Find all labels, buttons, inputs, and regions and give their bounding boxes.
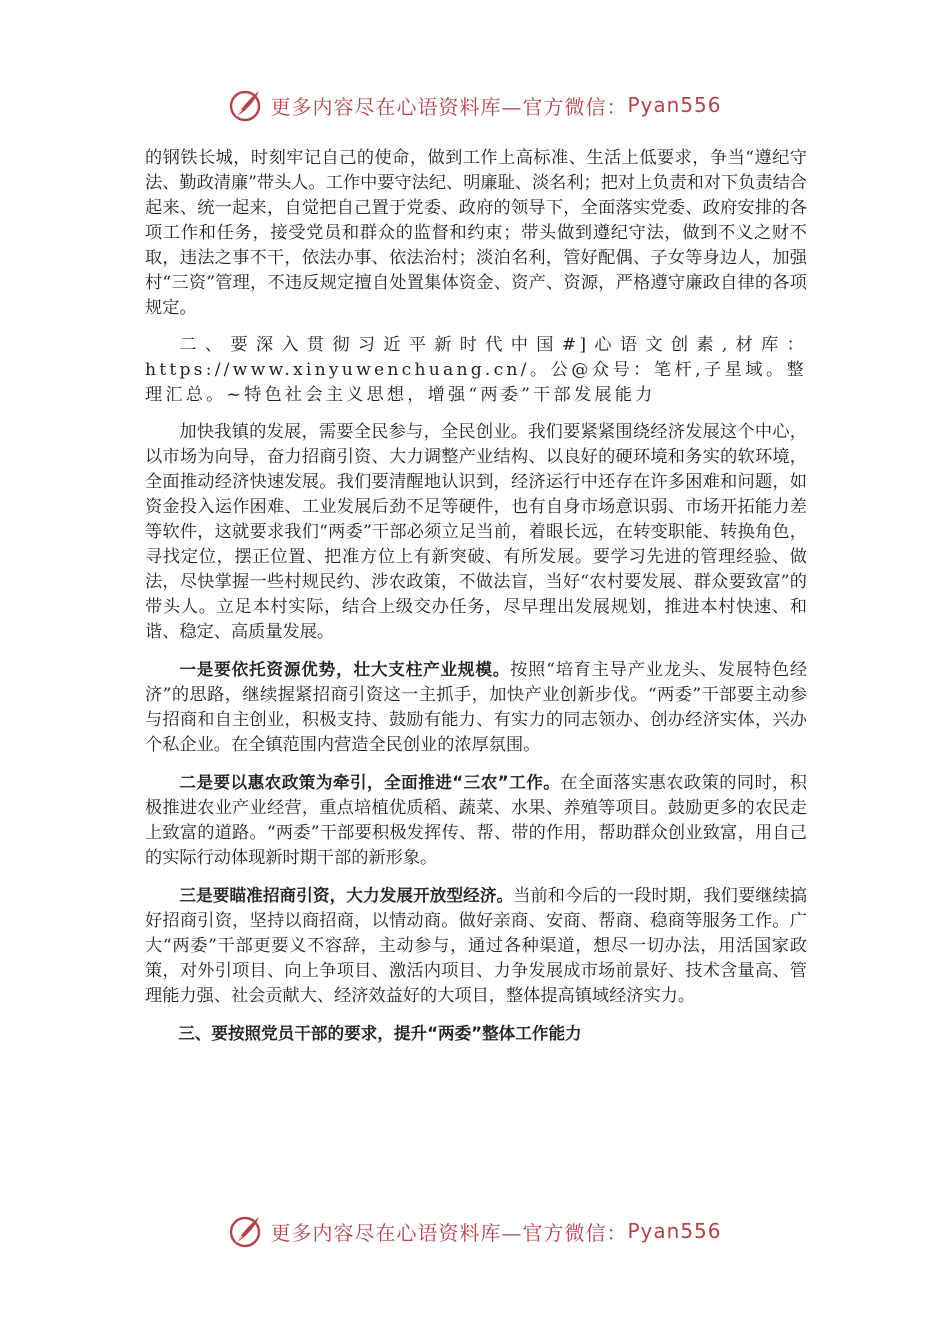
banner-wechat-id: Pyan556 (627, 1219, 722, 1243)
paragraph-6 (145, 883, 807, 1009)
banner-text: 更多内容尽在心语资料库—官方微信： (270, 94, 628, 119)
paragraph-5-text: 在全面落实惠农政策的同时，积极推进农业产业经营，重点培植优质稻、蔬菜、水果、养殖等项目。鼓励更多的农民走上致富的道路。“两委”干部要积极发挥传、帮、带的作用，帮助群众创业致富，用自己的实际行动体现新时期干部的新形象。 (145, 773, 807, 868)
document-body (145, 146, 807, 1058)
paragraph-3: 加快我镇的发展，需要全民参与，全民创业。我们要紧紧围绕经济发展这个中心，以市场为向导，奋力招商引资、大力调整产业结构、以良好的硬环境和务实的软环境，全面推动经济快速发展。我们要清醒地认识到，经济运行中还存在许多困难和问题，如资金投入运作困难、工业发展后劲不足等硬件，也有自身市场意识弱、市场开拓能力差等软件，这就要求我们“两委”干部必须立足当前，着眼长远，在转变职能、转换角色，寻找定位，摆正位置、把准方位上有新突破、有所发展。要学习先进的管理经验、做法，尽快掌握一些村规民约、涉农政策，不做法盲，当好“农村要发展、群众要致富”的带头人。立足本村实际，结合上级交办任务，尽早理出发展规划，推进本村快速、和谐、稳定、高质量发展。 (145, 422, 807, 642)
feather-pen-seal-icon (228, 88, 262, 122)
paragraph-5 (145, 770, 807, 871)
paragraph-4-text: 按照“培育主导产业龙头、发展特色经济”的思路，继续握紧招商引资这一主抓手，加快产业创新步伐。“两委”干部要主动参与招商和自主创业，积极支持、鼓励有能力、有实力的同志领办、创办经济实体，兴办个私企业。在全镇范围内营造全民创业的浓厚氛围。 (145, 660, 808, 755)
paragraph-1: 的钢铁长城，时刻牢记自己的使命，做到工作上高标准、生活上低要求，争当“遵纪守法、勤政清廉”带头人。工作中要守法纪、明廉耻、淡名利；把对上负责和对下负责结合起来、统一起来，自觉把自己置于党委、政府的领导下，全面落实党委、政府安排的各项工作和任务，接受党员和群众的监督和约束；带头做到遵纪守法，做到不义之财不取，违法之事不干，依法办事、依法治村；淡泊名利，管好配偶、子女等身边人，加强村“三资”管理，不违反规定擅自处置集体资金、资产、资源，严格遵守廉政自律的各项规定。 (145, 148, 807, 318)
header-banner (0, 83, 950, 127)
paragraph-6-text: 当前和今后的一段时期，我们要继续搞好招商引资，坚持以商招商，以情动商。做好亲商、安商、帮商、稳商等服务工作。广大“两委”干部更要义不容辞，主动参与，通过各种渠道，想尽一切办法，用活国家政策，对外引项目、向上争项目、激活内项目、力争发展成市场前景好、技术含量高、管理能力强、社会贡献大、经济效益好的大项目，整体提高镇域经济实力。 (145, 886, 807, 1006)
paragraph-6-lead: 三是要瞄准招商引资，大力发展开放型经济。 (179, 886, 514, 905)
paragraph-5-lead: 二是要以惠农政策为牵引，全面推进“三农”工作。 (179, 773, 561, 792)
footer-banner (0, 1209, 950, 1253)
paragraph-4 (145, 657, 807, 758)
section-heading-2: 二、要深入贯彻习近平新时代中国#]心语文创素,材库：https://www.xinyuwenchuang.cn/。公@众号：笔杆,子星域。整理汇总。~特色社会主义思想，增强“两委”干部发展能力 (145, 335, 807, 405)
banner-wechat-id: Pyan556 (627, 93, 722, 117)
banner-text: 更多内容尽在心语资料库—官方微信： (270, 1220, 628, 1245)
paragraph-4-lead: 一是要依托资源优势，壮大支柱产业规模。 (179, 660, 511, 679)
feather-pen-seal-icon (228, 1214, 262, 1248)
section-heading-3: 三、要按照党员干部的要求，提升“两委”整体工作能力 (178, 1024, 582, 1043)
